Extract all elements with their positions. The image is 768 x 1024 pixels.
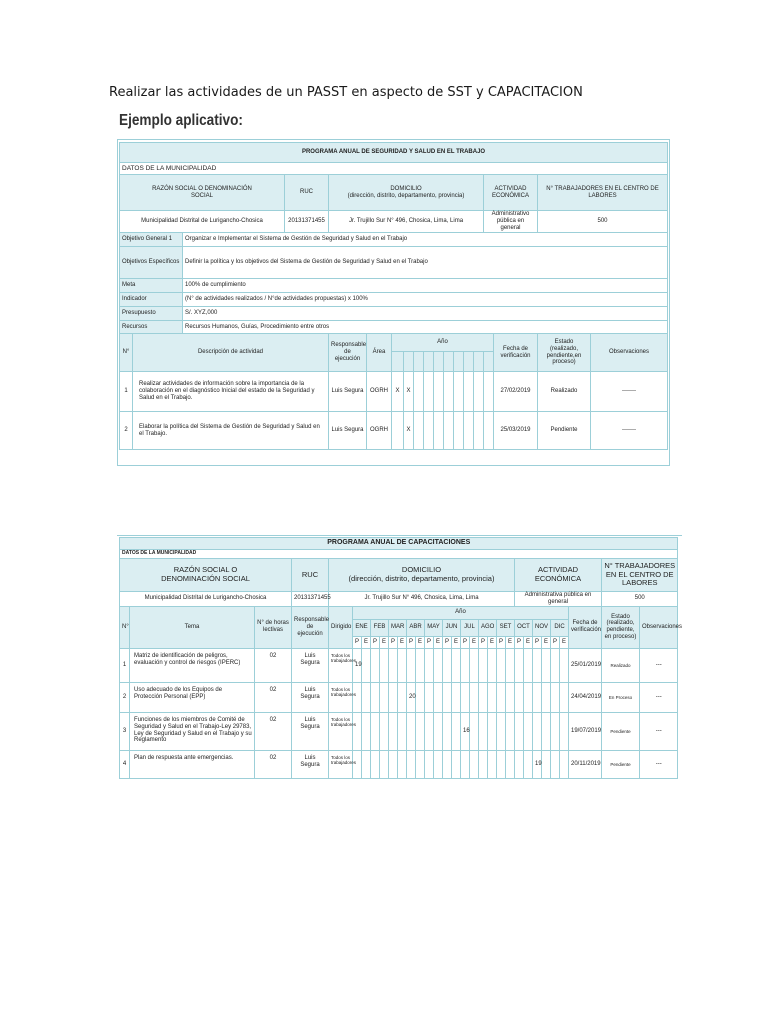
sst-row-num: 2 — [120, 412, 133, 450]
sst-recursos-value: Recursos Humanos, Guías, Procedimiento entre otros — [183, 321, 668, 334]
cap-row-e-cell — [488, 750, 497, 778]
cap-row-horas: 02 — [255, 648, 292, 682]
cap-row-tema: Matriz de identificación de peligros, evaluación y control de riesgos (IPERC) — [130, 648, 255, 682]
cap-row-estado: En Proceso — [602, 682, 640, 712]
cap-e-cell: E — [362, 636, 371, 648]
sst-row-month-cell — [444, 372, 454, 412]
cap-h-anio: Año — [353, 606, 569, 619]
cap-row-num: 4 — [120, 750, 130, 778]
example-title: Ejemplo aplicativo: — [119, 112, 243, 129]
cap-e-cell: E — [488, 636, 497, 648]
cap-row-e-cell — [380, 750, 389, 778]
sst-month-cell — [392, 352, 404, 372]
cap-row-p-cell — [515, 648, 524, 682]
cap-row-e-cell — [362, 682, 371, 712]
cap-row-e-cell — [416, 750, 425, 778]
cap-actividad-value: Administrativa pública en general — [515, 592, 602, 607]
sst-month-cell — [444, 352, 454, 372]
cap-row-e-cell — [470, 712, 479, 750]
cap-row-p-cell — [461, 682, 470, 712]
cap-row-e-cell — [488, 682, 497, 712]
cap-row-e-cell — [524, 682, 533, 712]
cap-month-abr: ABR — [407, 619, 425, 636]
cap-row-horas: 02 — [255, 750, 292, 778]
cap-p-cell: P — [479, 636, 488, 648]
cap-row-fecha: 20/11/2019 — [569, 750, 602, 778]
cap-row-p-cell — [497, 682, 506, 712]
cap-row-e-cell — [560, 712, 569, 750]
cap-row-fecha: 25/01/2019 — [569, 648, 602, 682]
sst-indicador-label: Indicador — [120, 293, 183, 307]
sst-activity-row — [120, 412, 668, 450]
sst-row-mark-2: X — [404, 412, 414, 450]
cap-domicilio-value: Jr. Trujillo Sur N° 496, Chosica, Lima, Lima — [329, 592, 515, 607]
cap-row-e-cell — [542, 648, 551, 682]
sst-title: PROGRAMA ANUAL DE SEGURIDAD Y SALUD EN EL TRABAJO — [120, 143, 668, 163]
cap-row-e-cell — [416, 712, 425, 750]
sst-col-domicilio-label: DOMICILIO — [390, 185, 422, 192]
cap-trabajadores-value: 500 — [602, 592, 678, 607]
cap-e-cell: E — [560, 636, 569, 648]
cap-row-p-cell — [515, 682, 524, 712]
cap-ruc-value: 20131371455 — [292, 592, 329, 607]
cap-row-p-cell — [371, 648, 380, 682]
cap-h-obs: Observaciones — [640, 606, 678, 648]
cap-row-e-cell — [416, 648, 425, 682]
cap-row-month-value: 20 — [407, 682, 416, 712]
cap-row-estado: Pendiente — [602, 712, 640, 750]
sst-domicilio-value: Jr. Trujillo Sur N° 496, Chosica, Lima, Lima — [329, 211, 484, 233]
sst-month-cell — [484, 352, 494, 372]
sst-row-month-cell — [444, 412, 454, 450]
cap-row-p-cell — [515, 712, 524, 750]
cap-row-p-cell — [551, 712, 560, 750]
sst-col-razon: RAZÓN SOCIAL O DENOMINACIÓN SOCIAL — [120, 175, 285, 211]
cap-row-p-cell — [407, 712, 416, 750]
cap-row-e-cell — [434, 682, 443, 712]
cap-e-cell: E — [452, 636, 461, 648]
cap-training-row — [120, 648, 678, 682]
cap-row-e-cell — [434, 750, 443, 778]
cap-p-cell: P — [407, 636, 416, 648]
cap-e-cell: E — [398, 636, 407, 648]
cap-row-e-cell — [506, 682, 515, 712]
cap-month-oct: OCT — [515, 619, 533, 636]
sst-row-num: 1 — [120, 372, 133, 412]
sst-h-anio: Año — [392, 334, 494, 352]
sst-row-desc: Elaborar la política del Sistema de Gestión de Seguridad y Salud en el Trabajo. — [133, 412, 329, 450]
cap-month-ene: ENE — [353, 619, 371, 636]
sst-row-month-cell — [434, 372, 444, 412]
sst-indicador-value: (N° de actividades realizados / N°de actividades propuestas) x 100% — [183, 293, 668, 307]
cap-row-p-cell — [353, 712, 362, 750]
cap-program-table — [119, 537, 683, 779]
cap-row-tema: Plan de respuesta ante emergencias. — [130, 750, 255, 778]
sst-presupuesto-label: Presupuesto — [120, 307, 183, 321]
cap-row-e-cell — [434, 648, 443, 682]
sst-row-month-cell — [424, 372, 434, 412]
cap-row-p-cell — [371, 750, 380, 778]
cap-row-p-cell — [407, 648, 416, 682]
cap-row-resp: Luis Segura — [292, 648, 329, 682]
cap-row-e-cell — [488, 712, 497, 750]
cap-p-cell: P — [461, 636, 470, 648]
sst-month-cell — [434, 352, 444, 372]
cap-row-p-cell — [371, 682, 380, 712]
cap-row-e-cell — [398, 750, 407, 778]
cap-p-cell: P — [497, 636, 506, 648]
cap-row-p-cell — [497, 712, 506, 750]
cap-row-e-cell — [398, 682, 407, 712]
cap-row-e-cell — [542, 750, 551, 778]
sst-meta-label: Meta — [120, 279, 183, 293]
sst-presupuesto-value: S/. XYZ,000 — [183, 307, 668, 321]
cap-row-e-cell — [524, 712, 533, 750]
sst-objesp-value: Definir la política y los objetivos del Sistema de Gestión de Seguridad y Salud en el Trabajo — [183, 247, 668, 279]
cap-row-p-cell — [443, 648, 452, 682]
sst-h-area: Área — [367, 334, 392, 372]
cap-row-e-cell — [380, 712, 389, 750]
cap-p-cell: P — [353, 636, 362, 648]
cap-row-e-cell — [362, 712, 371, 750]
sst-ruc-value: 20131371455 — [285, 211, 329, 233]
cap-row-p-cell — [497, 648, 506, 682]
cap-row-e-cell — [524, 750, 533, 778]
sst-month-cell — [414, 352, 424, 372]
cap-e-cell: E — [470, 636, 479, 648]
cap-row-p-cell — [533, 712, 542, 750]
sst-col-domicilio-sub: (dirección, distrito, departamento, provincia) — [347, 192, 465, 199]
cap-row-dirigido: Todos los trabajadores — [329, 648, 353, 682]
cap-razon-value: Municipalidad Distrital de Lurigancho-Chosica — [120, 592, 292, 607]
cap-row-resp: Luis Segura — [292, 712, 329, 750]
cap-col-ruc: RUC — [292, 559, 329, 592]
cap-month-jun: JUN — [443, 619, 461, 636]
cap-row-p-cell — [461, 648, 470, 682]
cap-row-e-cell — [488, 648, 497, 682]
cap-h-horas: N° de horas lectivas — [255, 606, 292, 648]
cap-p-cell: P — [389, 636, 398, 648]
cap-month-ago: AGO — [479, 619, 497, 636]
cap-row-p-cell — [353, 682, 362, 712]
cap-row-e-cell — [470, 648, 479, 682]
cap-top-rule — [117, 535, 682, 536]
cap-row-e-cell — [416, 682, 425, 712]
cap-e-cell: E — [506, 636, 515, 648]
sst-row-month-cell — [424, 412, 434, 450]
sst-row-month-cell — [484, 372, 494, 412]
cap-row-p-cell — [407, 750, 416, 778]
cap-row-fecha: 19/07/2019 — [569, 712, 602, 750]
sst-row-resp: Luis Segura — [329, 372, 367, 412]
sst-h-obs: Observaciones — [591, 334, 668, 372]
cap-e-cell: E — [380, 636, 389, 648]
sst-row-fecha: 25/03/2019 — [494, 412, 538, 450]
cap-h-fecha: Fecha de verificación — [569, 606, 602, 648]
cap-row-obs: --- — [640, 682, 678, 712]
cap-row-num: 3 — [120, 712, 130, 750]
sst-row-month-cell — [474, 372, 484, 412]
cap-title: PROGRAMA ANUAL DE CAPACITACIONES — [120, 538, 678, 550]
sst-actividad-value: Administrativo pública en general — [484, 211, 538, 233]
sst-activity-row — [120, 372, 668, 412]
cap-row-estado: Realizado — [602, 648, 640, 682]
cap-row-horas: 02 — [255, 712, 292, 750]
sst-objgen-label: Objetivo General 1 — [120, 233, 183, 247]
cap-row-e-cell — [452, 750, 461, 778]
sst-col-domicilio — [329, 175, 484, 211]
cap-p-cell: P — [515, 636, 524, 648]
cap-row-p-cell — [551, 648, 560, 682]
cap-h-estado: Estado (realizado, pendiente, en proceso) — [602, 606, 640, 648]
sst-recursos-label: Recursos — [120, 321, 183, 334]
cap-row-resp: Luis Segura — [292, 682, 329, 712]
sst-row-month-cell — [414, 372, 424, 412]
cap-section: DATOS DE LA MUNICIPALIDAD — [120, 550, 678, 559]
sst-row-month-cell — [414, 412, 424, 450]
sst-row-estado: Realizado — [538, 372, 591, 412]
cap-month-jul: JUL — [461, 619, 479, 636]
sst-row-month-cell — [454, 412, 464, 450]
sst-row-month-cell — [474, 412, 484, 450]
cap-training-row — [120, 750, 678, 778]
cap-row-p-cell — [425, 712, 434, 750]
cap-row-e-cell — [506, 750, 515, 778]
sst-trabajadores-value: 500 — [538, 211, 668, 233]
sst-row-resp: Luis Segura — [329, 412, 367, 450]
cap-row-e-cell — [380, 648, 389, 682]
cap-row-month-value: 19 — [533, 750, 542, 778]
cap-row-e-cell — [524, 648, 533, 682]
cap-row-e-cell — [470, 682, 479, 712]
cap-row-p-cell — [443, 750, 452, 778]
sst-row-mark-1 — [392, 412, 404, 450]
sst-row-area: OGRH — [367, 372, 392, 412]
cap-row-p-cell — [425, 750, 434, 778]
cap-h-tema: Tema — [130, 606, 255, 648]
cap-row-e-cell — [452, 712, 461, 750]
cap-training-row — [120, 682, 678, 712]
sst-h-estado: Estado (realizado, pendiente,en proceso) — [538, 334, 591, 372]
cap-row-e-cell — [542, 682, 551, 712]
sst-row-month-cell — [454, 372, 464, 412]
cap-row-dirigido: Todos los trabajadores — [329, 682, 353, 712]
cap-month-feb: FEB — [371, 619, 389, 636]
sst-row-obs: ------- — [591, 372, 668, 412]
sst-month-cell — [424, 352, 434, 372]
cap-p-cell: P — [533, 636, 542, 648]
sst-row-month-cell — [464, 412, 474, 450]
cap-month-set: SET — [497, 619, 515, 636]
cap-e-cell: E — [524, 636, 533, 648]
sst-row-fecha: 27/02/2019 — [494, 372, 538, 412]
cap-row-obs: --- — [640, 648, 678, 682]
sst-row-mark-2: X — [404, 372, 414, 412]
sst-row-obs: ------- — [591, 412, 668, 450]
sst-h-desc: Descripción de actividad — [133, 334, 329, 372]
cap-row-p-cell — [497, 750, 506, 778]
sst-row-area: OGRH — [367, 412, 392, 450]
cap-e-cell: E — [542, 636, 551, 648]
cap-row-p-cell — [533, 682, 542, 712]
cap-col-trabajadores: N° TRABAJADORES EN EL CENTRO DE LABORES — [602, 559, 678, 592]
cap-row-e-cell — [380, 682, 389, 712]
cap-p-cell: P — [371, 636, 380, 648]
cap-row-p-cell — [479, 750, 488, 778]
cap-row-resp: Luis Segura — [292, 750, 329, 778]
cap-row-p-cell — [479, 682, 488, 712]
cap-row-dirigido: Todos los trabajadores — [329, 750, 353, 778]
cap-row-e-cell — [506, 712, 515, 750]
cap-row-obs: --- — [640, 750, 678, 778]
sst-section: DATOS DE LA MUNICIPALIDAD — [120, 163, 668, 175]
sst-row-estado: Pendiente — [538, 412, 591, 450]
sst-h-fecha: Fecha de verificación — [494, 334, 538, 372]
cap-row-e-cell — [560, 682, 569, 712]
cap-month-may: MAY — [425, 619, 443, 636]
cap-row-horas: 02 — [255, 682, 292, 712]
sst-month-cell — [404, 352, 414, 372]
sst-program-table — [119, 142, 668, 450]
cap-p-cell: P — [443, 636, 452, 648]
sst-row-month-cell — [464, 372, 474, 412]
cap-row-p-cell — [443, 712, 452, 750]
cap-row-p-cell — [479, 712, 488, 750]
cap-row-e-cell — [560, 648, 569, 682]
cap-row-e-cell — [542, 712, 551, 750]
cap-row-tema: Uso adecuado de los Equipos de Protección Personal (EPP) — [130, 682, 255, 712]
cap-row-e-cell — [398, 712, 407, 750]
cap-row-p-cell — [479, 648, 488, 682]
cap-row-p-cell — [425, 648, 434, 682]
cap-row-e-cell — [470, 750, 479, 778]
cap-row-month-value: 16 — [461, 712, 470, 750]
cap-row-p-cell — [533, 648, 542, 682]
cap-col-domicilio-sub: (dirección, distrito, departamento, provincia) — [348, 574, 495, 583]
cap-row-e-cell — [452, 682, 461, 712]
cap-row-dirigido: Todos los trabajadores — [329, 712, 353, 750]
sst-h-num: N° — [120, 334, 133, 372]
cap-col-razon: RAZÓN SOCIAL O DENOMINACIÓN SOCIAL — [120, 559, 292, 592]
sst-row-month-cell — [484, 412, 494, 450]
sst-row-month-cell — [434, 412, 444, 450]
sst-month-cell — [474, 352, 484, 372]
cap-row-e-cell — [362, 750, 371, 778]
sst-col-ruc: RUC — [285, 175, 329, 211]
cap-month-dic: DIC — [551, 619, 569, 636]
cap-row-e-cell — [398, 648, 407, 682]
cap-row-e-cell — [362, 648, 371, 682]
sst-objgen-value: Organizar e Implementar el Sistema de Gestión de Seguridad y Salud en el Trabajo — [183, 233, 668, 247]
cap-row-p-cell — [461, 750, 470, 778]
cap-row-p-cell — [515, 750, 524, 778]
cap-row-e-cell — [560, 750, 569, 778]
cap-row-fecha: 24/04/2019 — [569, 682, 602, 712]
page-heading: Realizar las actividades de un PASST en aspecto de SST y CAPACITACION — [109, 85, 583, 100]
sst-meta-value: 100% de cumplimiento — [183, 279, 668, 293]
sst-col-trabajadores: N° TRABAJADORES EN EL CENTRO DE LABORES — [538, 175, 668, 211]
cap-col-actividad: ACTIVIDAD ECONÓMICA — [515, 559, 602, 592]
cap-row-p-cell — [389, 750, 398, 778]
cap-month-mar: MAR — [389, 619, 407, 636]
cap-p-cell: P — [551, 636, 560, 648]
sst-row-desc: Realizar actividades de información sobre la importancia de la colaboración en el diagnóstico Inicial del estado de la Seguridad y Salud en el Trabajo. — [133, 372, 329, 412]
sst-objesp-label: Objetivos Específicos — [120, 247, 183, 279]
sst-row-mark-1: X — [392, 372, 404, 412]
cap-h-num: N° — [120, 606, 130, 648]
cap-row-p-cell — [551, 682, 560, 712]
sst-razon-value: Municipalidad Distrital de Lurigancho-Chosica — [120, 211, 285, 233]
sst-month-cell — [464, 352, 474, 372]
sst-h-resp: Responsable de ejecución — [329, 334, 367, 372]
cap-col-domicilio-label: DOMICILIO — [401, 565, 442, 575]
cap-row-num: 1 — [120, 648, 130, 682]
cap-row-estado: Pendiente — [602, 750, 640, 778]
cap-e-cell: E — [416, 636, 425, 648]
cap-row-p-cell — [371, 712, 380, 750]
cap-row-num: 2 — [120, 682, 130, 712]
cap-row-p-cell — [389, 712, 398, 750]
sst-month-cell — [454, 352, 464, 372]
cap-h-dirigido: Dirigido — [329, 606, 353, 648]
cap-col-domicilio — [329, 559, 515, 592]
cap-training-row — [120, 712, 678, 750]
cap-row-e-cell — [434, 712, 443, 750]
cap-e-cell: E — [434, 636, 443, 648]
cap-h-resp: Responsable de ejecución — [292, 606, 329, 648]
cap-month-nov: NOV — [533, 619, 551, 636]
cap-row-e-cell — [506, 648, 515, 682]
cap-row-month-value: 19 — [353, 648, 362, 682]
cap-row-p-cell — [389, 682, 398, 712]
cap-row-p-cell — [551, 750, 560, 778]
cap-row-e-cell — [452, 648, 461, 682]
sst-col-actividad: ACTIVIDAD ECONÓMICA — [484, 175, 538, 211]
cap-row-p-cell — [425, 682, 434, 712]
cap-p-cell: P — [425, 636, 434, 648]
cap-row-obs: --- — [640, 712, 678, 750]
cap-row-p-cell — [389, 648, 398, 682]
cap-row-p-cell — [443, 682, 452, 712]
cap-row-tema: Funciones de los miembros de Comité de Seguridad y Salud en el Trabajo-Ley 29783, Ley de Seguridad y Salud en el Trabajo y su Reglamento — [130, 712, 255, 750]
